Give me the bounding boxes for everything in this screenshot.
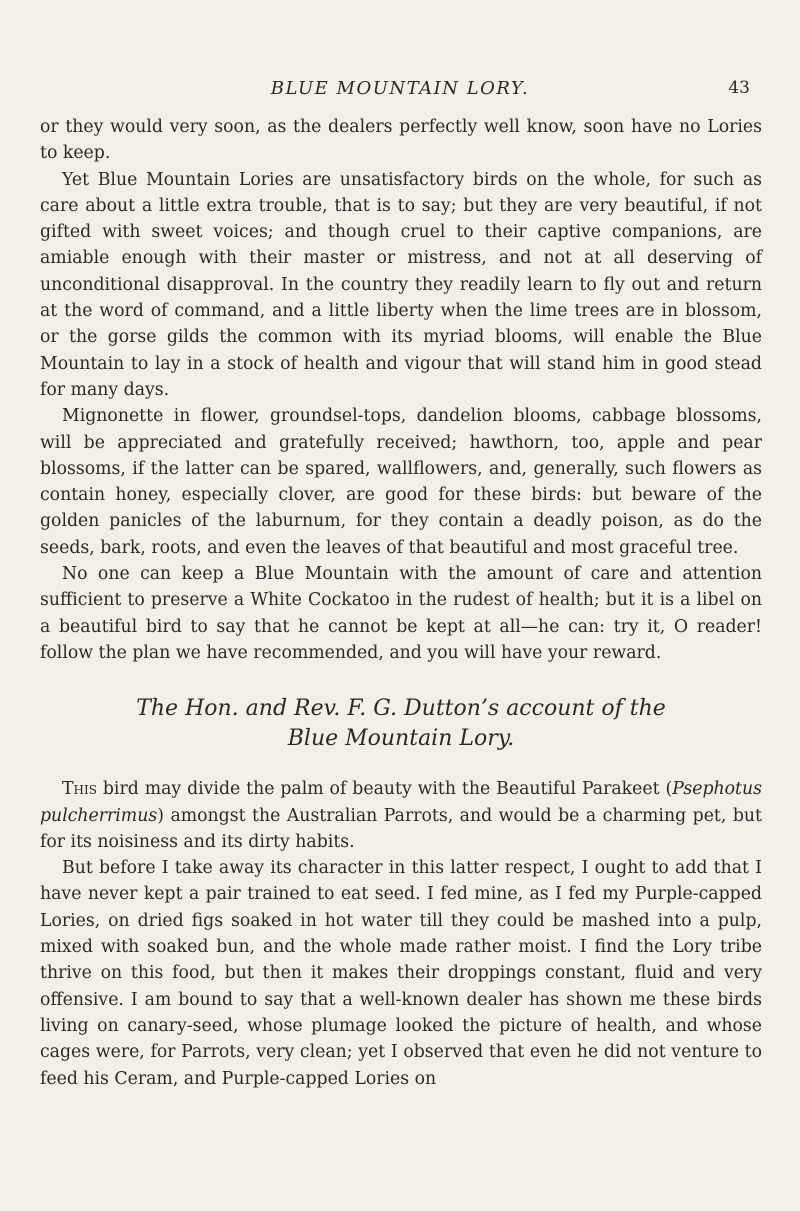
paragraph: Mignonette in flower, groundsel-tops, dandelion blooms, cabbage blossoms, will be appreciated and gratefully received; hawthorn, too, apple and pear blossoms, if the latter can be spared, wallflowers, and, generally, such flowers as contain honey, especially clover, are good for these birds: but beware of the golden panicles of the laburnum, for they contain a deadly poison, as do the seeds, bark, roots, and even the leaves of that beautiful and most graceful tree.	[40, 406, 762, 558]
section-heading-line-2: Blue Mountain Lory.	[287, 726, 515, 752]
paragraph: Yet Blue Mountain Lories are unsatisfactory birds on the whole, for such as care about a little extra trouble, that is to say; but they are very beautiful, if not gifted with sweet voices; and though cruel to their captive companions, are amiable enough with their master or mistress, and not at all deserving of unconditional disapproval. In the country they readily learn to fly out and return at the word of command, and a little liberty when the lime trees are in blossom, or the gorse gilds the common with its myriad blooms, will enable the Blue Mountain to lay in a stock of health and vigour that will stand him in good stead for many days.	[40, 169, 762, 400]
paragraph: But before I take away its character in this latter respect, I ought to add that I have never kept a pair trained to eat seed. I fed mine, as I fed my Purple-capped Lories, on dried figs soaked in hot water till they could be mashed into a pulp, mixed with soaked bun, and the whole made rather moist. I find the Lory tribe thrive on this food, but then it makes their droppings constant, fluid and very offensive. I am bound to say that a well-known dealer has shown me these birds living on canary-seed, whose plumage looked the picture of health, and whose cages were, for Parrots, very clean; yet I observed that even he did not venture to feed his Ceram, and Purple-capped Lories on	[40, 858, 762, 1089]
section-heading-line-1: The Hon. and Rev. F. G. Dutton’s account of the	[136, 696, 666, 722]
page-number: 43	[728, 78, 750, 98]
latin-species-name: Psephotus pulcherrimus	[40, 779, 762, 826]
section-heading	[40, 694, 762, 754]
paragraph: No one can keep a Blue Mountain with the amount of care and attention sufficient to preserve a White Cockatoo in the rudest of health; but it is a libel on a beautiful bird to say that he cannot be kept at all—he can: try it, O reader! follow the plan we have recommended, and you will have your reward.	[40, 564, 762, 663]
body-text	[40, 114, 762, 1092]
running-header	[40, 78, 760, 102]
paragraph-text: ) amongst the Australian Parrots, and would be a charming pet, but for its noisiness and its dirty habits.	[40, 805, 762, 852]
running-title: BLUE MOUNTAIN LORY.	[270, 78, 530, 99]
paragraph-text: bird may divide the palm of beauty with the Beautiful Parakeet (	[96, 779, 673, 800]
paragraph	[40, 776, 762, 855]
opening-word: This	[62, 779, 97, 800]
paragraph-continuation: or they would very soon, as the dealers perfectly well know, soon have no Lories to keep.	[40, 117, 762, 164]
